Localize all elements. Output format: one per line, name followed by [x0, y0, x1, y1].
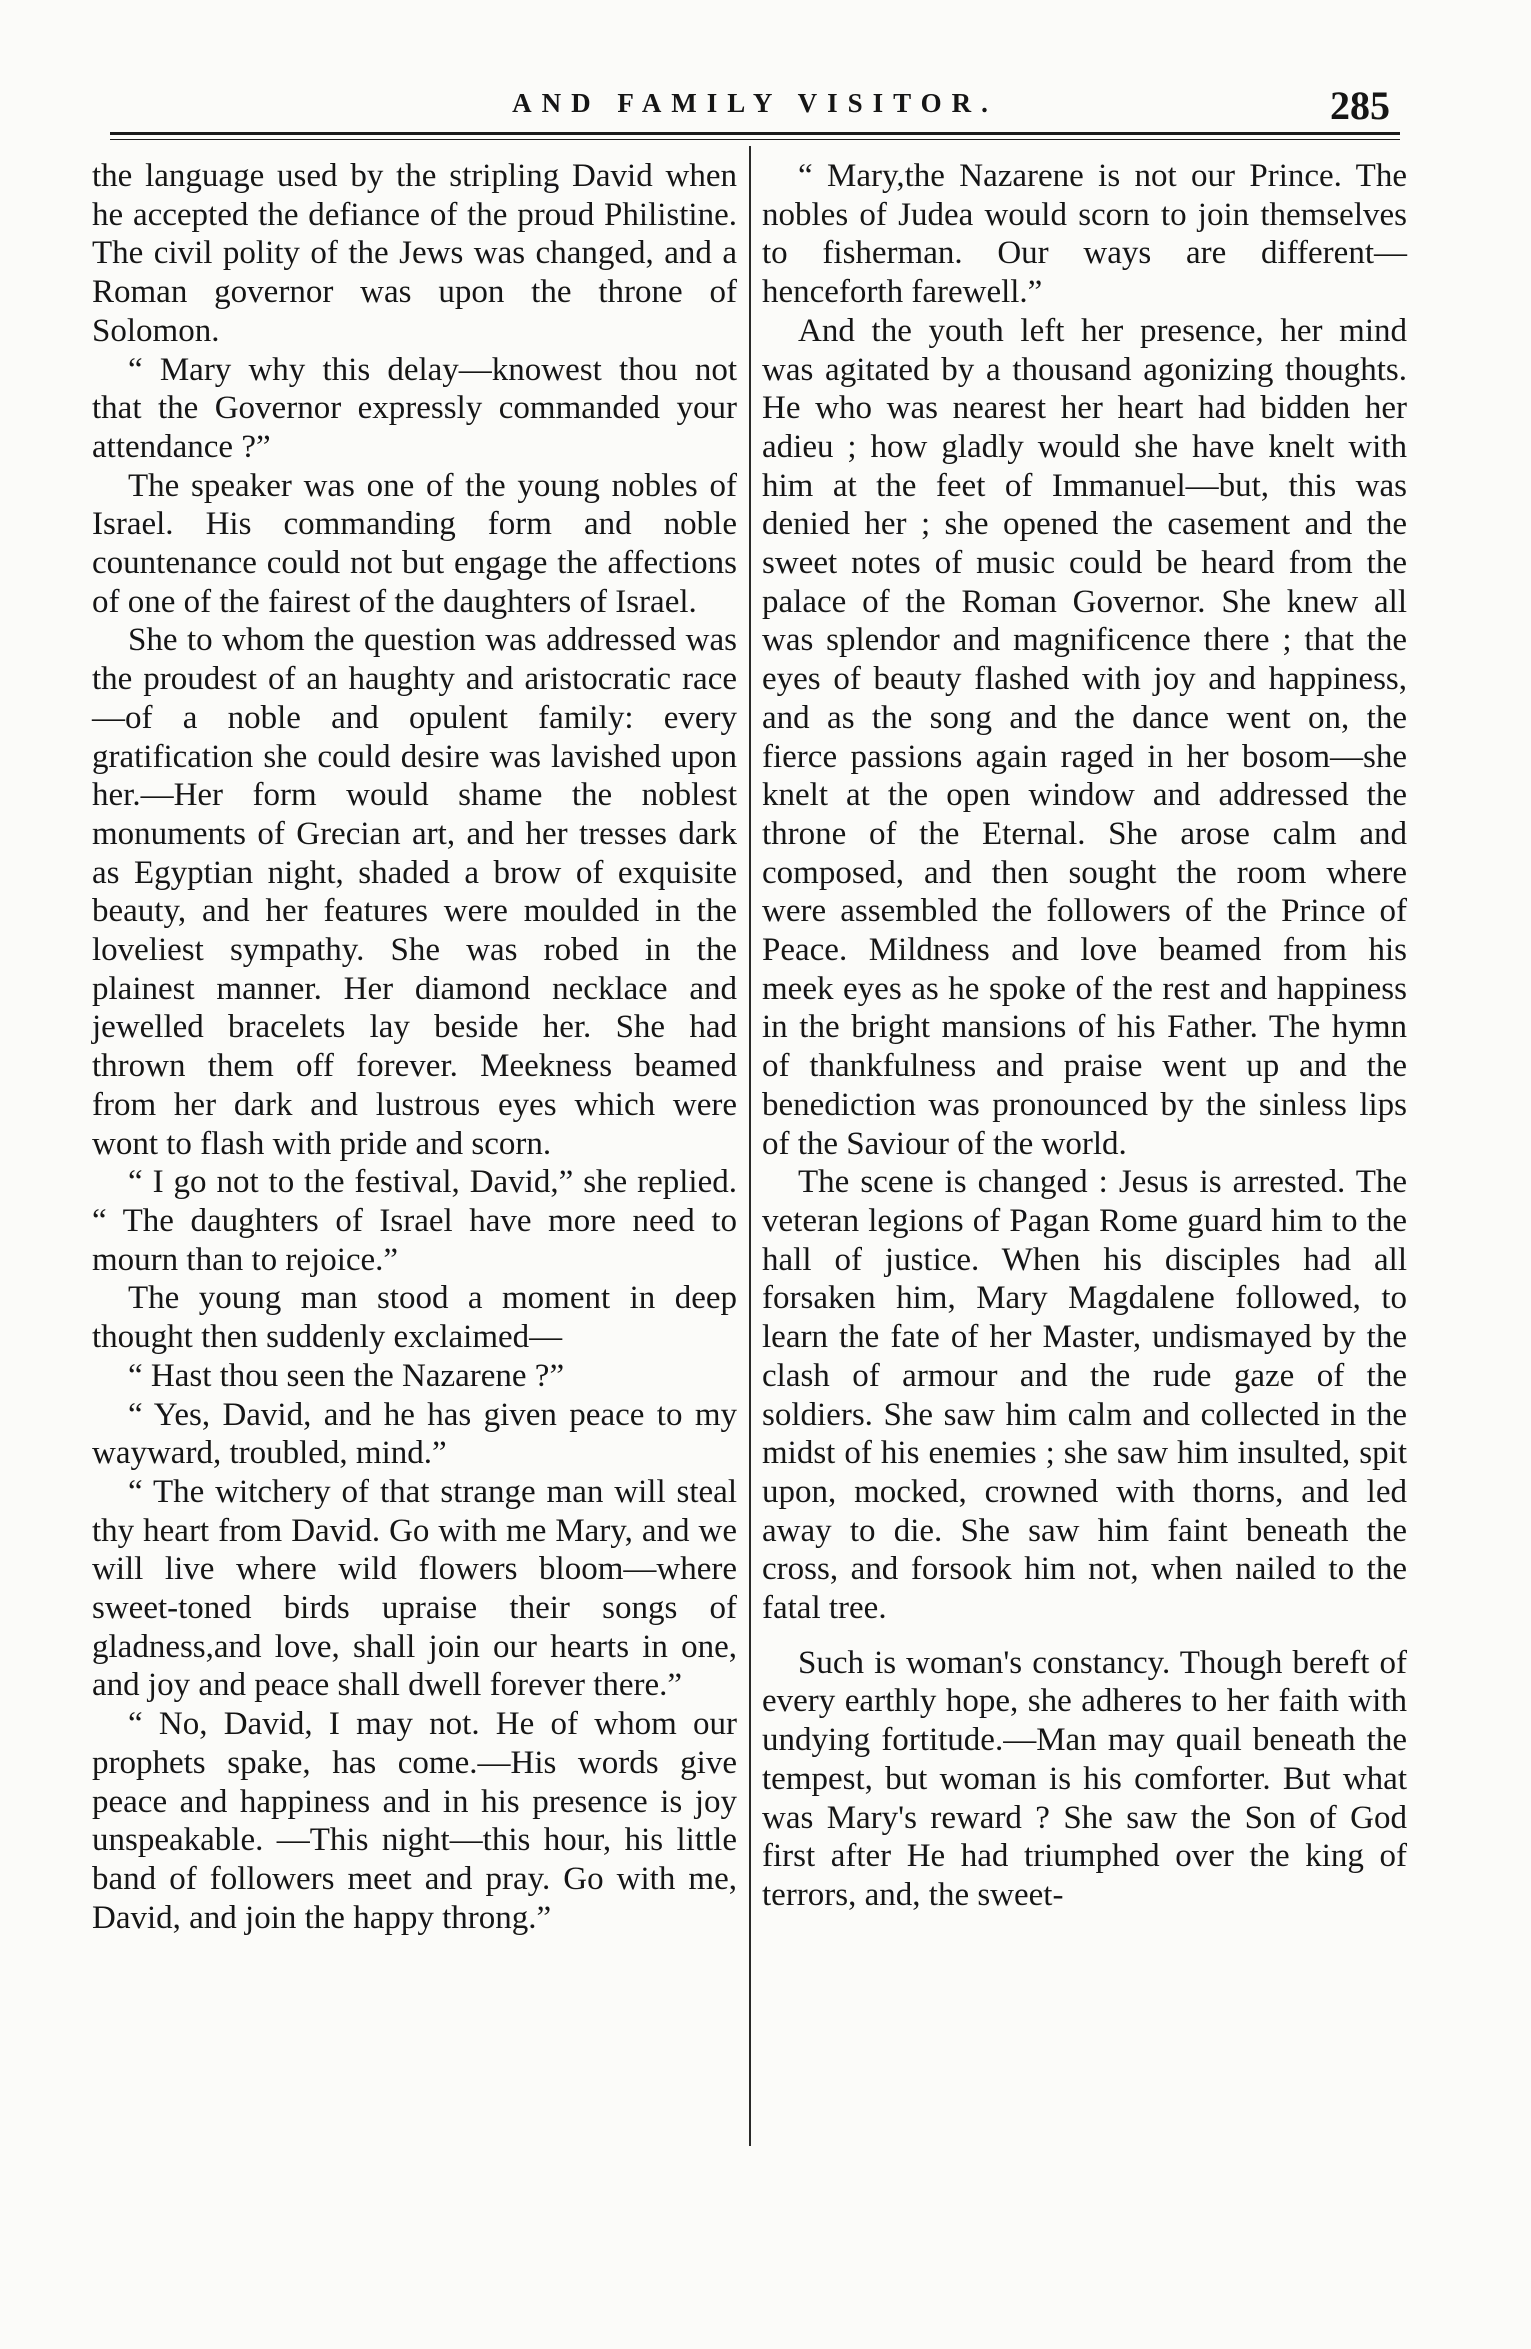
running-title: AND FAMILY VISITOR.	[512, 88, 998, 118]
left-column	[92, 157, 737, 1937]
paragraph: The scene is changed : Jesus is arrested. The veteran legions of Pagan Rome guard him to the hall of justice. When his disciples had all forsaken him, Mary Magdalene followed, to learn the fate of her Master, undismayed by the clash of armour and the rude gaze of the soldiers. She saw him calm and collected in the midst of his enemies ; she saw him insulted, spit upon, mocked, crowned with thorns, and led away to die. She saw him faint beneath the cross, and forsook him not, when nailed to the fatal tree.	[762, 1164, 1407, 1627]
paragraph: “ Hast thou seen the Nazarene ?”	[128, 1357, 565, 1394]
paragraph: The speaker was one of the young nobles of Israel. His commanding form and noble countenance could not but engage the affections of one of the fairest of the daughters of Israel.	[92, 467, 737, 620]
paragraph: the language used by the stripling David when he accepted the defiance of the proud Philistine. The civil polity of the Jews was changed, and a Roman governor was upon the throne of Solomon.	[92, 158, 737, 349]
right-column	[762, 157, 1407, 1915]
header-rule	[110, 132, 1400, 135]
paragraph: Such is woman's constancy. Though bereft of every earthly hope, she adheres to her faith with undying fortitude.—Man may quail beneath the tempest, but woman is his comforter. But what was Mary's reward ? She saw the Son of God first after He had triumphed over the king of terrors, and, the sweet-	[762, 1644, 1407, 1913]
paragraph: “ The witchery of that strange man will steal thy heart from David. Go with me Mary, and we will live where wild flowers bloom—where sweet-toned birds upraise their songs of gladness,and love, shall join our hearts in one, and joy and peace shall dwell forever there.”	[92, 1473, 737, 1704]
paragraph: And the youth left her presence, her mind was agitated by a thousand agonizing thoughts. He who was nearest her heart had bidden her adieu ; how gladly would she have knelt with him at the feet of Immanuel—but, this was denied her ; she opened the casement and the sweet notes of music could be heard from the palace of the Roman Governor. She knew all was splendor and magnificence there ; that the eyes of beauty flashed with joy and happiness, and as the song and the dance went on, the fierce passions again raged in her bosom—she knelt at the open window and addressed the throne of the Eternal. She arose calm and composed, and then sought the room where were assembled the followers of the Prince of Peace. Mildness and love beamed from his meek eyes as he spoke of the rest and happiness in the bright mansions of his Father. The hymn of thankfulness and praise went up and the benediction was pronounced by the sinless lips of the Saviour of the world.	[762, 312, 1407, 1162]
paragraph: “ Yes, David, and he has given peace to my wayward, troubled, mind.”	[92, 1396, 737, 1472]
paragraph: “ Mary why this delay—knowest thou not that the Governor expressly commanded your attendance ?”	[92, 351, 737, 465]
paragraph: The young man stood a moment in deep thought then suddenly exclaimed—	[92, 1280, 737, 1356]
header-rule-thin	[110, 139, 1400, 140]
paragraph: “ No, David, I may not. He of whom our prophets spake, has come.—His words give peace and happiness and in his presence is joy unspeakable. —This night—this hour, his little band of followers meet and pray. Go with me, David, and join the happy throng.”	[92, 1706, 737, 1936]
paragraph: She to whom the question was addressed was the proudest of an haughty and aristocratic race—of a noble and opulent family: every gratification she could desire was lavished upon her.—Her form would shame the noblest monuments of Grecian art, and her tresses dark as Egyptian night, shaded a brow of exquisite beauty, and her features were moulded in the loveliest sympathy. She was robed in the plainest manner. Her diamond necklace and jewelled bracelets lay beside her. She had thrown them off forever. Meekness beamed from her dark and lustrous eyes which were wont to flash with pride and scorn.	[92, 622, 737, 1162]
page-number: 285	[1330, 83, 1390, 128]
paragraph: “ I go not to the festival, David,” she replied. “ The daughters of Israel have more need to mourn than to rejoice.”	[92, 1164, 737, 1278]
column-divider	[749, 146, 751, 2146]
paragraph: “ Mary,the Nazarene is not our Prince. The nobles of Judea would scorn to join themselves to fisherman. Our ways are different—henceforth farewell.”	[762, 158, 1407, 311]
